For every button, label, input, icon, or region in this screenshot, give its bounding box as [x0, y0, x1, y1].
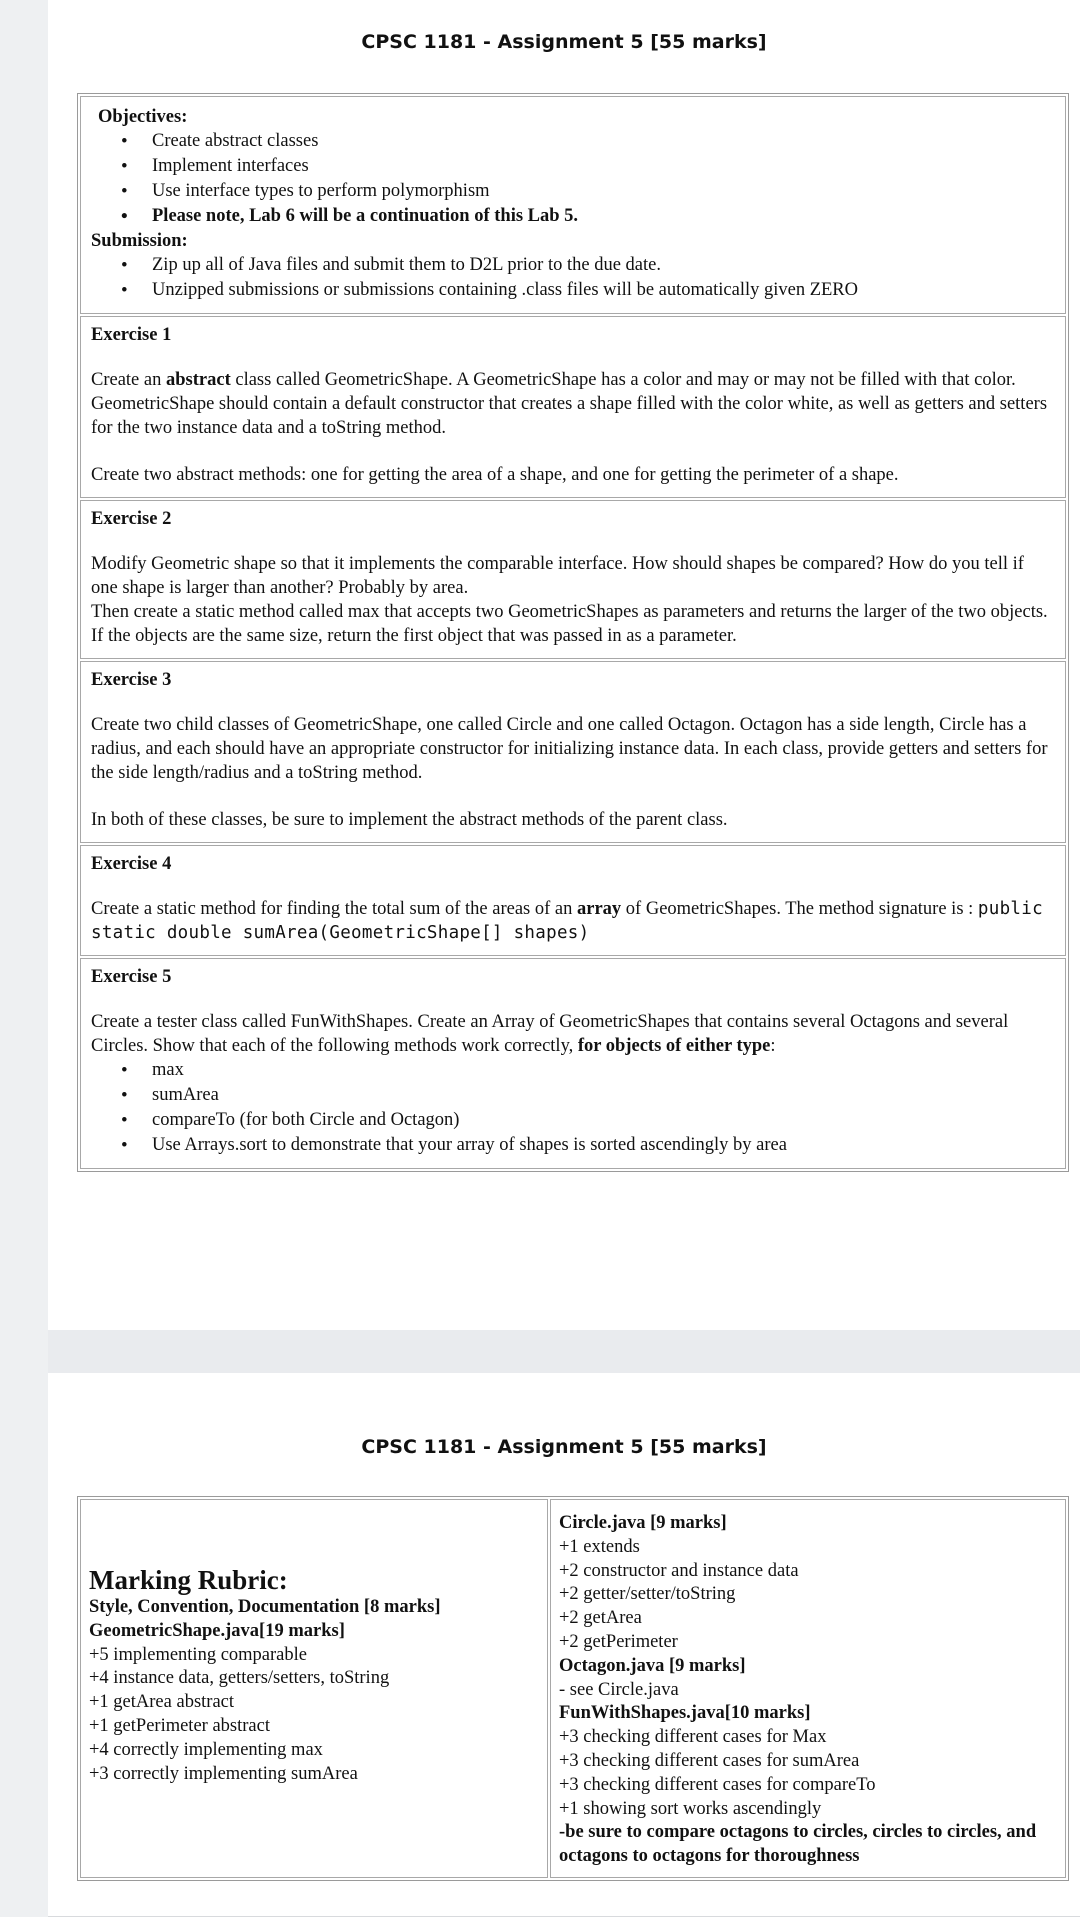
list-item: • compareTo (for both Circle and Octagon) [91, 1108, 1055, 1133]
list-item: • max [91, 1058, 1055, 1083]
exercise-3-title: Exercise 3 [91, 670, 172, 690]
list-item: • Please note, Lab 6 will be a continuation of this Lab 5. [91, 204, 1055, 229]
exercise-2-paragraph: Modify Geometric shape so that it implements the comparable interface. How should shapes be compared? How do you tell if one shape is larger than another? Probably by area. [91, 554, 1024, 598]
exercise-4-title: Exercise 4 [91, 854, 172, 874]
rubric-item: +2 getter/setter/toString [559, 1584, 736, 1605]
rubric-note: -be sure to compare octagons to circles, circles to circles, and octagons to octagons for thoroughness [559, 1822, 1037, 1867]
exercise-3-section [80, 661, 1066, 843]
list-item: • Implement interfaces [91, 154, 1055, 179]
exercise-4-section [80, 845, 1066, 956]
rubric-item: +1 getArea abstract [89, 1692, 235, 1713]
rubric-item: +5 implementing comparable [89, 1644, 307, 1665]
exercise-2-paragraph-2: Then create a static method called max that accepts two GeometricShapes as parameters and returns the larger of the two objects. If the objects are the same size, return the first object that was passed in as a parameter. [91, 602, 1048, 646]
rubric-title: Marking Rubric: [89, 1565, 288, 1595]
rubric-item: +3 correctly implementing sumArea [89, 1763, 358, 1784]
exercise-1-section [80, 316, 1066, 498]
rubric-item: +2 getPerimeter [559, 1631, 678, 1652]
geometricshape-heading: GeometricShape.java[19 marks] [89, 1620, 345, 1641]
objectives-label: Objectives: [98, 107, 188, 127]
exercise-5-title: Exercise 5 [91, 967, 172, 987]
page-separator [48, 1330, 1080, 1373]
circle-heading: Circle.java [9 marks] [559, 1513, 727, 1533]
exercise-2-title: Exercise 2 [91, 509, 172, 529]
page-2 [48, 1373, 1080, 1917]
exercise-4-paragraph: Create a static method for finding the total sum of the areas of an array of GeometricShapes. The method signature is : public static double sumArea(GeometricShape[] shapes) [91, 899, 1043, 943]
exercise-1-paragraph: Create an abstract class called GeometricShape. A GeometricShape has a color and may or may not be filled with that color. GeometricShape should contain a default constructor that creates a shape filled with the color white, as well as getters and setters for the two instance data and a toString method. [91, 370, 1048, 438]
rubric-item: +4 correctly implementing max [89, 1739, 323, 1760]
exercise-5-section [80, 958, 1066, 1169]
rubric-right-column [550, 1499, 1066, 1878]
list-item: • Zip up all of Java files and submit them to D2L prior to the due date. [91, 253, 1055, 278]
objectives-list [91, 129, 1055, 229]
rubric-item: +1 getPerimeter abstract [89, 1715, 270, 1736]
rubric-item: +2 constructor and instance data [559, 1560, 799, 1581]
funwithshapes-heading: FunWithShapes.java[10 marks] [559, 1703, 811, 1724]
submission-label: Submission: [91, 231, 188, 251]
rubric-item: +3 checking different cases for compareTo [559, 1774, 876, 1795]
rubric-item: +1 extends [559, 1536, 640, 1557]
rubric-item: +1 showing sort works ascendingly [559, 1798, 822, 1819]
list-item: • sumArea [91, 1083, 1055, 1108]
submission-list [91, 253, 1055, 303]
exercise-3-paragraph-2: In both of these classes, be sure to implement the abstract methods of the parent class. [91, 810, 728, 830]
exercise-5-list [91, 1058, 1055, 1158]
rubric-item: +2 getArea [559, 1608, 642, 1629]
rubric-item: +4 instance data, getters/setters, toString [89, 1668, 390, 1689]
list-item: • Use interface types to perform polymorphism [91, 179, 1055, 204]
exercise-1-paragraph-2: Create two abstract methods: one for getting the area of a shape, and one for getting the perimeter of a shape. [91, 465, 899, 485]
page-header: CPSC 1181 - Assignment 5 [55 marks] [361, 31, 767, 53]
style-heading: Style, Convention, Documentation [8 marks] [89, 1597, 441, 1617]
exercise-5-paragraph: Create a tester class called FunWithShapes. Create an Array of GeometricShapes that contains several Octagons and several Circles. Show that each of the following methods work correctly, for objects of either type: [91, 1012, 1009, 1056]
marking-rubric-table [77, 1496, 1069, 1881]
objectives-section [80, 96, 1066, 314]
rubric-item: +3 checking different cases for sumArea [559, 1750, 860, 1771]
list-item: • Unzipped submissions or submissions containing .class files will be automatically given ZERO [91, 278, 1055, 303]
rubric-item: +3 checking different cases for Max [559, 1727, 827, 1748]
octagon-heading: Octagon.java [9 marks] [559, 1655, 746, 1676]
page-header: CPSC 1181 - Assignment 5 [55 marks] [361, 1436, 767, 1458]
list-item: • Use Arrays.sort to demonstrate that your array of shapes is sorted ascendingly by area [91, 1133, 1055, 1158]
rubric-left-column [80, 1499, 548, 1878]
exercise-1-title: Exercise 1 [91, 325, 172, 345]
rubric-item: - see Circle.java [559, 1679, 679, 1700]
page-1 [48, 0, 1080, 1331]
method-signature: public static double sumArea(GeometricShape[] shapes) [91, 899, 1043, 943]
exercise-3-paragraph: Create two child classes of GeometricShape, one called Circle and one called Octagon. Octagon has a side length, Circle has a radius, and each should have an appropriate constructor for initializing instance data. In each class, provide getters and setters for the side length/radius and a toString method. [91, 715, 1048, 783]
exercise-2-section [80, 500, 1066, 659]
assignment-table [77, 93, 1069, 1172]
list-item: • Create abstract classes [91, 129, 1055, 154]
